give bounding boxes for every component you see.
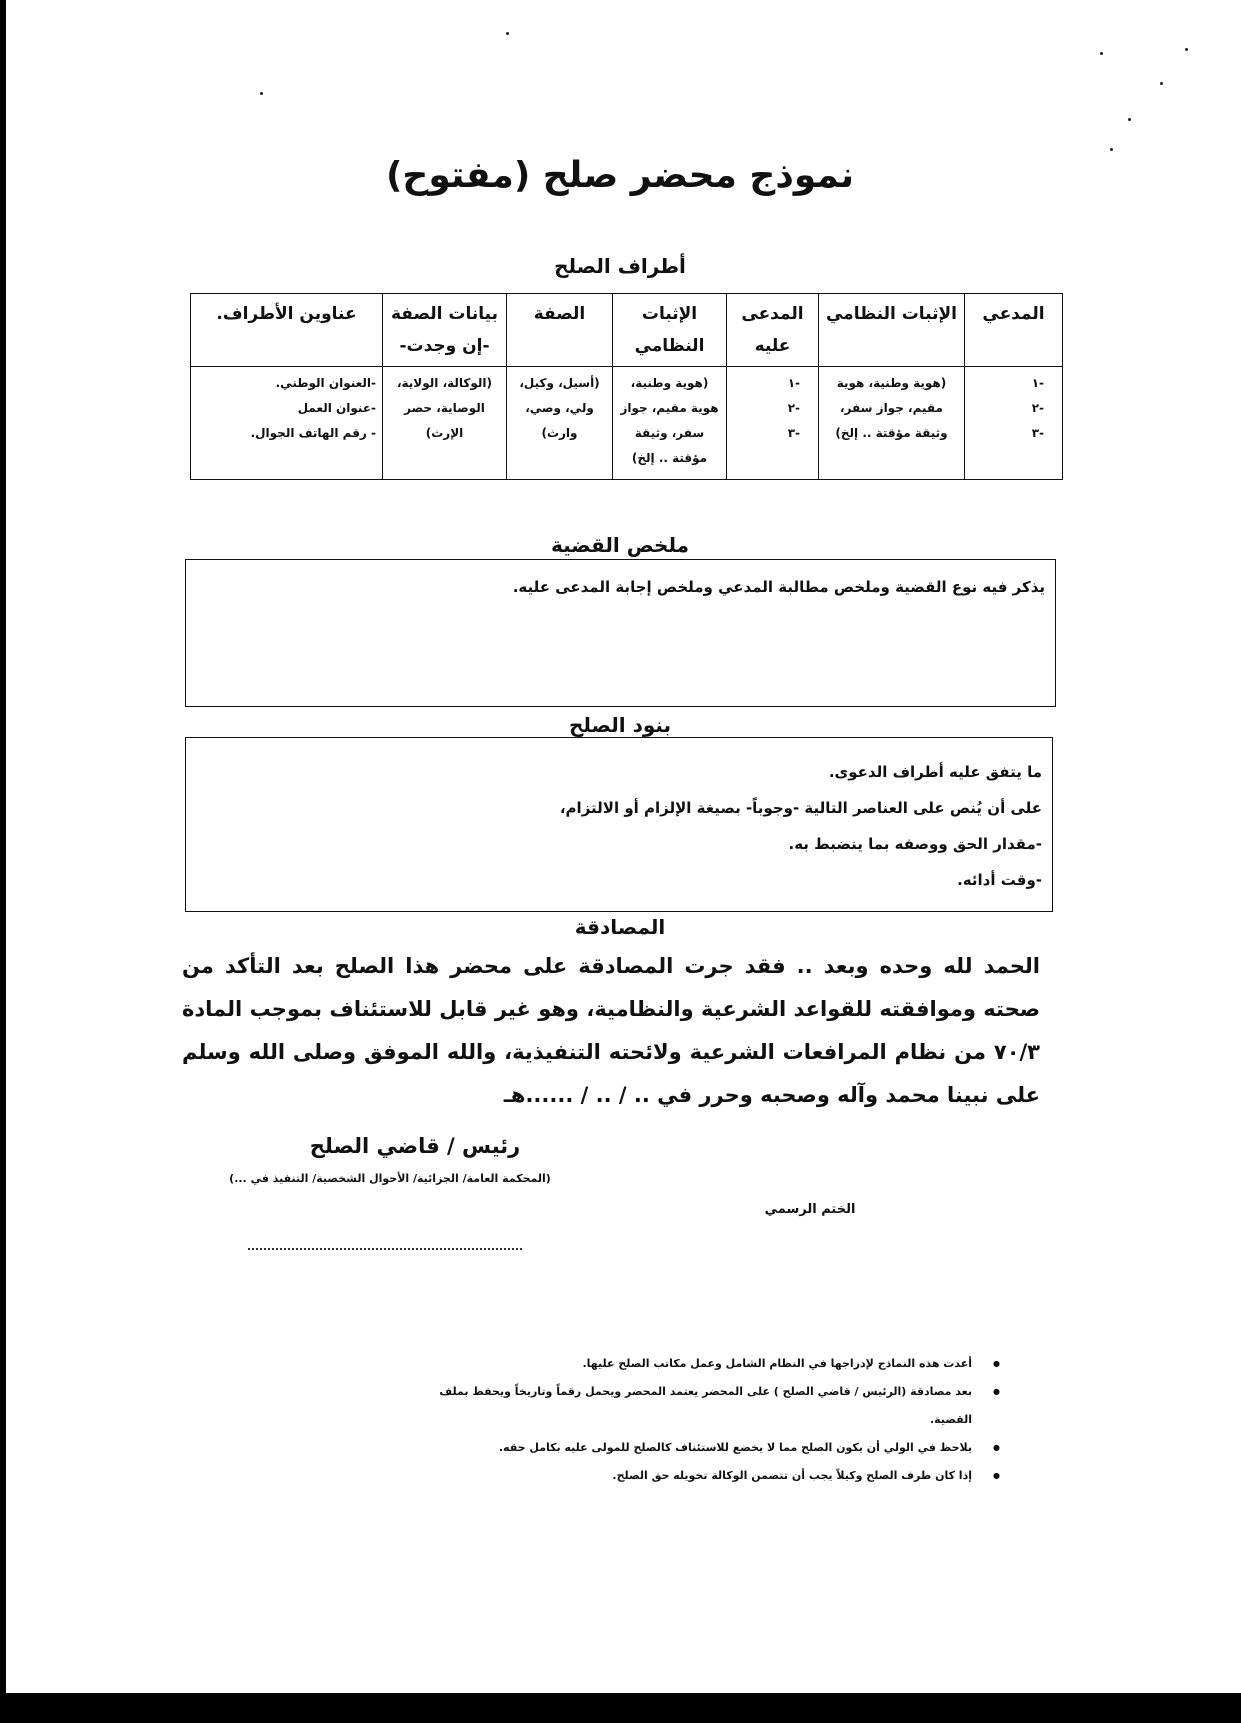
scan-border-left <box>0 0 6 1723</box>
scan-speck <box>506 32 509 35</box>
header-capacity-data: بيانات الصفة -إن وجدت- <box>383 294 507 367</box>
scan-speck <box>1160 82 1163 85</box>
header-capacity: الصفة <box>507 294 613 367</box>
scan-border-bottom <box>0 1693 1241 1723</box>
list-number: -٣ <box>787 426 800 440</box>
page-title: نموذج محضر صلح (مفتوح) <box>385 155 855 196</box>
plaintiff-numbers <box>965 367 1063 480</box>
note-item: ● إذا كان طرف الصلح وكيلاً يجب أن تتضمن الوكالة تخويله حق الصلح. <box>400 1462 1000 1490</box>
header-defendant: المدعى عليه <box>727 294 819 367</box>
official-seal-label: الختم الرسمي <box>764 1202 856 1217</box>
list-number: -٣ <box>1031 426 1044 440</box>
summary-box <box>185 559 1056 707</box>
plaintiff-id-cell: (هوية وطنية، هوية مقيم، جواز سفر، وثيقة مؤقتة .. إلخ) <box>819 367 965 480</box>
court-types: (المحكمة العامة/ الجزائية/ الأحوال الشخصية/ التنفيذ في ...) <box>229 1172 551 1185</box>
list-number: -١ <box>1031 376 1044 390</box>
table-header-row <box>191 294 1063 367</box>
terms-line: -وقت أدائه. <box>957 871 1042 889</box>
header-plaintiff: المدعي <box>965 294 1063 367</box>
capacity-cell: (أسيل، وكيل، ولي، وصي، وارث) <box>507 367 613 480</box>
parties-table <box>190 293 1063 480</box>
list-number: -١ <box>787 376 800 390</box>
scan-speck <box>1185 48 1188 51</box>
address-item: -العنوان الوطني. <box>275 376 376 390</box>
table-row <box>191 367 1063 480</box>
terms-line: على أن يُنص على العناصر التالية -وجوباً- بصيغة الإلزام أو الالتزام، <box>559 799 1042 817</box>
capacity-data-cell: (الوكالة، الولاية، الوصاية، حصر الإرث) <box>383 367 507 480</box>
list-number: -٢ <box>1031 401 1044 415</box>
signature-line <box>248 1248 522 1250</box>
address-item: - رقم الهاتف الجوال. <box>250 426 376 440</box>
terms-heading: بنود الصلح <box>568 713 672 737</box>
defendant-id-cell: (هوية وطنية، هوية مقيم، جواز سفر، وثيقة مؤقتة .. إلخ) <box>613 367 727 480</box>
notes-list <box>400 1350 1000 1490</box>
list-number: -٢ <box>787 401 800 415</box>
summary-text: يذكر فيه نوع القضية وملخص مطالبة المدعي وملخص إجابة المدعى عليه. <box>512 578 1045 596</box>
judge-title: رئيس / قاضي الصلح <box>309 1134 521 1158</box>
defendant-numbers <box>727 367 819 480</box>
ratification-text-block <box>182 945 1040 1117</box>
terms-box <box>185 737 1053 912</box>
scan-speck <box>1110 148 1113 151</box>
note-item: ● يلاحظ في الولي أن يكون الصلح مما لا يخضع للاستئناف كالصلح للمولى عليه بكامل حقه. <box>400 1434 1000 1462</box>
header-addresses: عناوين الأطراف. <box>191 294 383 367</box>
note-item: ● بعد مصادقة (الرئيس / قاضي الصلح ) على المحضر يعتمد المحضر ويحمل رقماً وتاريخاً ويحفظ بملف القضية. <box>400 1378 1000 1434</box>
scan-speck <box>1100 52 1103 55</box>
note-item: ● أعدت هذه النماذج لإدراجها في النظام الشامل وعمل مكاتب الصلح عليها. <box>400 1350 1000 1378</box>
header-defendant-id: الإثبات النظامي <box>613 294 727 367</box>
summary-heading: ملخص القضية <box>551 533 689 557</box>
parties-heading: أطراف الصلح <box>554 254 686 278</box>
scan-speck <box>260 92 263 95</box>
terms-line: ما يتفق عليه أطراف الدعوى. <box>828 763 1042 781</box>
header-plaintiff-id: الإثبات النظامي <box>819 294 965 367</box>
addresses-cell <box>191 367 383 480</box>
ratification-heading: المصادقة <box>574 915 666 939</box>
address-item: -عنوان العمل <box>297 401 376 415</box>
scan-speck <box>1128 118 1131 121</box>
terms-line: -مقدار الحق ووصفه بما ينضبط به. <box>788 835 1042 853</box>
ratification-text: الحمد لله وحده وبعد .. فقد جرت المصادقة على محضر هذا الصلح بعد التأكد من صحته وموافقته للقواعد الشرعية والنظامية، وهو غير قابل للاستئناف بموجب المادة ٧٠/٣ من نظام المرافعات الشرعية ولائحته التنفيذية، والله الموفق وصلى الله وسلم على نبينا محمد وآله وصحبه وحرر في .. / .. / ......هـ <box>182 954 1040 1107</box>
